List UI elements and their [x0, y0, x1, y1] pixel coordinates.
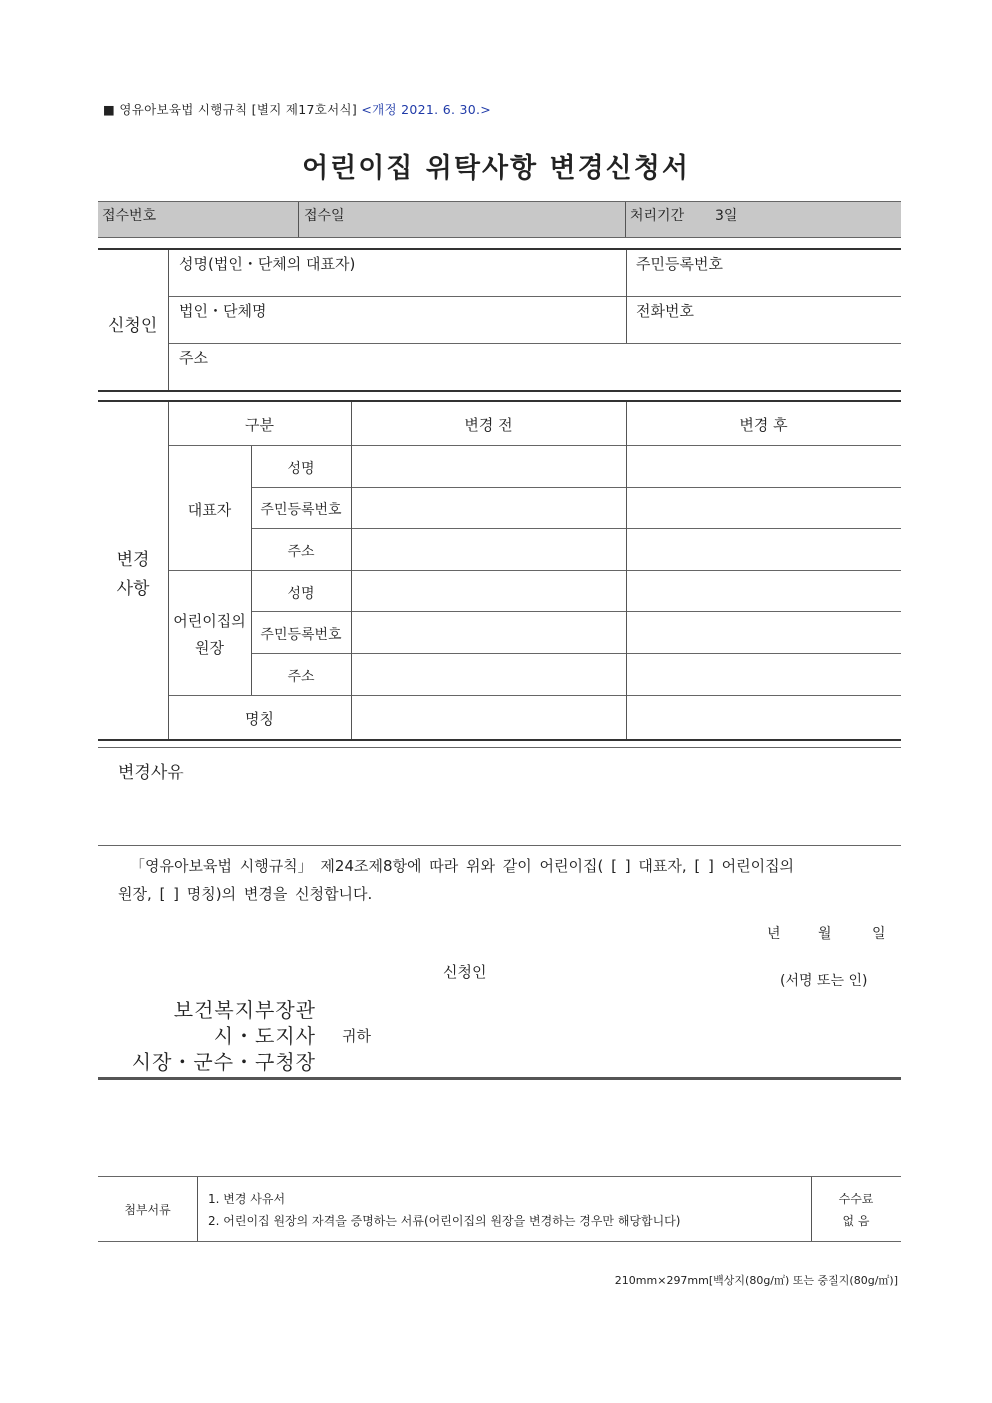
divider	[98, 400, 901, 402]
applicant-section-label: 신청인	[108, 316, 158, 336]
divider	[98, 237, 901, 238]
recipient-honorific: 귀하	[342, 1027, 371, 1045]
divider	[98, 1077, 901, 1080]
receipt-date-label: 접수일	[304, 208, 345, 224]
paper-spec: 210mm×297mm[백상지(80g/㎡) 또는 중질지(80g/㎡)]	[614, 1274, 898, 1287]
changes-section-label: 변경	[116, 550, 150, 570]
attachments-label: 첨부서류	[124, 1203, 171, 1217]
signature-note: (서명 또는 인)	[780, 973, 868, 989]
divider	[168, 695, 901, 696]
divider	[626, 250, 627, 343]
changes-section-label: 사항	[116, 579, 150, 599]
applicant-org-label: 법인・단체명	[179, 302, 267, 320]
rep-name-label: 성명	[287, 461, 315, 477]
signer-label: 신청인	[443, 963, 487, 981]
applicant-phone-label: 전화번호	[636, 302, 694, 320]
divider	[168, 343, 901, 344]
date-month-label: 월	[818, 926, 832, 942]
fee-value: 없 음	[842, 1214, 870, 1228]
divider	[251, 611, 901, 612]
page-title: 어린이집 위탁사항 변경신청서	[302, 153, 690, 184]
fee-label: 수수료	[838, 1192, 874, 1206]
declaration-line-2: 원장, [ ] 명칭)의 변경을 신청합니다.	[118, 885, 373, 903]
divider	[251, 487, 901, 488]
applicant-id-label: 주민등록번호	[636, 255, 723, 273]
divider	[811, 1177, 812, 1241]
divider	[168, 296, 901, 297]
applicant-name-label: 성명(법인・단체의 대표자)	[179, 255, 356, 273]
divider	[98, 390, 901, 392]
amendment-date: <개정 2021. 6. 30.>	[361, 102, 492, 117]
divider	[625, 202, 626, 237]
divider	[168, 402, 169, 739]
divider	[251, 653, 901, 654]
director-label: 원장	[195, 639, 224, 657]
divider	[98, 1241, 901, 1242]
processing-period-label: 처리기간	[630, 208, 685, 224]
director-name-label: 성명	[287, 586, 315, 602]
change-reason-label: 변경사유	[118, 763, 184, 783]
receipt-number-label: 접수번호	[102, 208, 157, 224]
law-reference-note	[103, 100, 491, 118]
attachment-item-2: 2. 어린이집 원장의 자격을 증명하는 서류(어린이집의 원장을 변경하는 경우만 해당합니다)	[208, 1214, 681, 1228]
attachment-item-1: 1. 변경 사유서	[208, 1192, 286, 1206]
divider	[298, 202, 299, 237]
director-address-label: 주소	[287, 669, 315, 685]
column-before: 변경 전	[464, 416, 513, 434]
divider	[168, 570, 901, 571]
representative-label: 대표자	[187, 501, 232, 519]
divider	[98, 739, 901, 741]
director-label: 어린이집의	[173, 612, 246, 630]
divider	[98, 747, 901, 748]
facility-name-label: 명칭	[245, 710, 274, 728]
rep-id-label: 주민등록번호	[260, 502, 342, 518]
divider	[98, 201, 901, 202]
column-category: 구분	[245, 416, 274, 434]
rep-address-label: 주소	[287, 544, 315, 560]
declaration-line-1: 「영유아보육법 시행규칙」 제24조제8항에 따라 위와 같이 어린이집( [ ] 대표자, [ ] 어린이집의	[130, 857, 795, 875]
recipient-governor: 시・도지사	[213, 1024, 316, 1048]
divider	[168, 445, 901, 446]
divider	[626, 402, 627, 739]
applicant-address-label: 주소	[179, 349, 208, 367]
column-after: 변경 후	[739, 416, 788, 434]
divider	[168, 250, 169, 390]
date-year-label: 년	[767, 926, 781, 942]
date-day-label: 일	[872, 926, 886, 942]
divider	[351, 402, 352, 739]
processing-period-value: 3일	[715, 208, 738, 224]
divider	[251, 528, 901, 529]
divider	[251, 446, 252, 695]
director-id-label: 주민등록번호	[260, 627, 342, 643]
law-note-text: ■ 영유아보육법 시행규칙 [별지 제17호서식]	[103, 102, 358, 117]
divider	[197, 1177, 198, 1241]
recipient-minister: 보건복지부장관	[173, 998, 316, 1022]
receipt-box	[98, 202, 901, 237]
divider	[98, 1176, 901, 1177]
divider	[98, 248, 901, 250]
divider	[98, 845, 901, 846]
recipient-mayor: 시장・군수・구청장	[131, 1050, 316, 1074]
